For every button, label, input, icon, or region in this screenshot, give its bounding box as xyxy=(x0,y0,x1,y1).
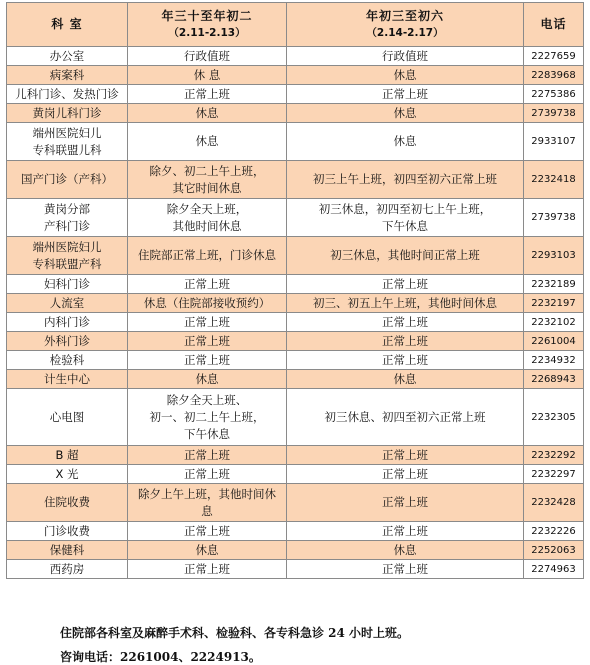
dept-cell: 端州医院妇儿 专科联盟产科 xyxy=(7,237,128,275)
period1-cell: 正常上班 xyxy=(128,275,287,294)
period2-cell: 初三休息，初四至初七上午上班， 下午休息 xyxy=(287,199,524,237)
dept-cell: 妇科门诊 xyxy=(7,275,128,294)
phone-cell: 2275386 xyxy=(524,85,584,104)
period1-cell: 休息 xyxy=(128,541,287,560)
period2-cell: 初三休息，其他时间正常上班 xyxy=(287,237,524,275)
header-period2-title: 年初三至初六 xyxy=(365,8,444,23)
footer-contact: 咨询电话：2261004、2224913。 xyxy=(60,650,261,664)
header-period2-dates: （2.14-2.17） xyxy=(366,26,444,39)
phone-cell: 2232102 xyxy=(524,313,584,332)
phone-cell: 2261004 xyxy=(524,332,584,351)
dept-cell: 黄岗分部 产科门诊 xyxy=(7,199,128,237)
phone-cell: 2232226 xyxy=(524,522,584,541)
phone-cell: 2234932 xyxy=(524,351,584,370)
dept-cell: 检验科 xyxy=(7,351,128,370)
table-row xyxy=(7,161,584,199)
period1-cell: 正常上班 xyxy=(128,522,287,541)
dept-cell: 内科门诊 xyxy=(7,313,128,332)
period2-cell: 正常上班 xyxy=(287,522,524,541)
dept-cell: 人流室 xyxy=(7,294,128,313)
period2-cell: 休息 xyxy=(287,123,524,161)
phone-cell: 2933107 xyxy=(524,123,584,161)
period1-cell: 住院部正常上班，门诊休息 xyxy=(128,237,287,275)
period1-cell: 休 息 xyxy=(128,66,287,85)
phone-cell: 2232305 xyxy=(524,389,584,446)
phone-cell: 2293103 xyxy=(524,237,584,275)
table-row xyxy=(7,199,584,237)
period2-cell: 初三、初五上午上班，其他时间休息 xyxy=(287,294,524,313)
table-row xyxy=(7,275,584,294)
table-row xyxy=(7,85,584,104)
dept-cell: 国产门诊（产科） xyxy=(7,161,128,199)
phone-cell: 2232428 xyxy=(524,484,584,522)
period1-cell: 正常上班 xyxy=(128,332,287,351)
period1-cell: 正常上班 xyxy=(128,351,287,370)
table-row xyxy=(7,123,584,161)
period1-cell: 除夕上午上班，其他时间休 息 xyxy=(128,484,287,522)
table-row xyxy=(7,332,584,351)
footer-note: 住院部各科室及麻醉手术科、检验科、各专科急诊 24 小时上班。 xyxy=(60,626,410,640)
period1-cell: 除夕全天上班， 其他时间休息 xyxy=(128,199,287,237)
phone-cell: 2274963 xyxy=(524,560,584,579)
period1-cell: 正常上班 xyxy=(128,465,287,484)
period2-cell: 初三上午上班，初四至初六正常上班 xyxy=(287,161,524,199)
dept-cell: 儿科门诊、发热门诊 xyxy=(7,85,128,104)
period2-cell: 正常上班 xyxy=(287,484,524,522)
phone-cell: 2232189 xyxy=(524,275,584,294)
period1-cell: 除夕全天上班、 初一、初二上午上班， 下午休息 xyxy=(128,389,287,446)
dept-cell: 心电图 xyxy=(7,389,128,446)
holiday-schedule-table xyxy=(6,2,584,579)
period1-cell: 休息 xyxy=(128,370,287,389)
phone-cell: 2232297 xyxy=(524,465,584,484)
table-row xyxy=(7,560,584,579)
period1-cell: 休息（住院部接收预约） xyxy=(128,294,287,313)
header-phone: 电话 xyxy=(524,3,584,47)
period2-cell: 正常上班 xyxy=(287,313,524,332)
dept-cell: 办公室 xyxy=(7,47,128,66)
dept-cell: 西药房 xyxy=(7,560,128,579)
phone-cell: 2232418 xyxy=(524,161,584,199)
period1-cell: 正常上班 xyxy=(128,560,287,579)
dept-cell: X 光 xyxy=(7,465,128,484)
period1-cell: 正常上班 xyxy=(128,85,287,104)
dept-cell: 住院收费 xyxy=(7,484,128,522)
table-row xyxy=(7,237,584,275)
period1-cell: 除夕、初二上午上班， 其它时间休息 xyxy=(128,161,287,199)
period1-cell: 休息 xyxy=(128,123,287,161)
period2-cell: 正常上班 xyxy=(287,446,524,465)
period2-cell: 休息 xyxy=(287,370,524,389)
table-row xyxy=(7,104,584,123)
phone-cell: 2232197 xyxy=(524,294,584,313)
period1-cell: 正常上班 xyxy=(128,313,287,332)
table-row xyxy=(7,370,584,389)
table-row xyxy=(7,446,584,465)
table-row xyxy=(7,294,584,313)
dept-cell: 外科门诊 xyxy=(7,332,128,351)
phone-cell: 2283968 xyxy=(524,66,584,85)
dept-cell: 端州医院妇儿 专科联盟儿科 xyxy=(7,123,128,161)
period2-cell: 初三休息、初四至初六正常上班 xyxy=(287,389,524,446)
dept-cell: 保健科 xyxy=(7,541,128,560)
header-period2 xyxy=(287,3,524,47)
phone-cell: 2739738 xyxy=(524,199,584,237)
period1-cell: 行政值班 xyxy=(128,47,287,66)
table-row xyxy=(7,465,584,484)
phone-cell: 2227659 xyxy=(524,47,584,66)
phone-cell: 2268943 xyxy=(524,370,584,389)
table-row xyxy=(7,313,584,332)
dept-cell: 门诊收费 xyxy=(7,522,128,541)
table-row xyxy=(7,389,584,446)
table-row xyxy=(7,66,584,85)
table-row xyxy=(7,541,584,560)
period1-cell: 正常上班 xyxy=(128,446,287,465)
period2-cell: 正常上班 xyxy=(287,560,524,579)
period2-cell: 正常上班 xyxy=(287,465,524,484)
table-row xyxy=(7,522,584,541)
period2-cell: 正常上班 xyxy=(287,275,524,294)
period2-cell: 行政值班 xyxy=(287,47,524,66)
header-dept: 科 室 xyxy=(7,3,128,47)
period2-cell: 休息 xyxy=(287,66,524,85)
table-row xyxy=(7,351,584,370)
dept-cell: 黄岗儿科门诊 xyxy=(7,104,128,123)
header-period1 xyxy=(128,3,287,47)
table-row xyxy=(7,47,584,66)
period2-cell: 休息 xyxy=(287,104,524,123)
phone-cell: 2232292 xyxy=(524,446,584,465)
period2-cell: 正常上班 xyxy=(287,351,524,370)
phone-cell: 2252063 xyxy=(524,541,584,560)
period2-cell: 正常上班 xyxy=(287,85,524,104)
period2-cell: 正常上班 xyxy=(287,332,524,351)
header-period1-dates: （2.11-2.13） xyxy=(168,26,246,39)
dept-cell: 病案科 xyxy=(7,66,128,85)
dept-cell: B 超 xyxy=(7,446,128,465)
phone-cell: 2739738 xyxy=(524,104,584,123)
dept-cell: 计生中心 xyxy=(7,370,128,389)
period2-cell: 休息 xyxy=(287,541,524,560)
header-period1-title: 年三十至年初二 xyxy=(161,8,253,23)
table-header-row xyxy=(7,3,584,47)
table-row xyxy=(7,484,584,522)
period1-cell: 休息 xyxy=(128,104,287,123)
table-body xyxy=(7,47,584,579)
